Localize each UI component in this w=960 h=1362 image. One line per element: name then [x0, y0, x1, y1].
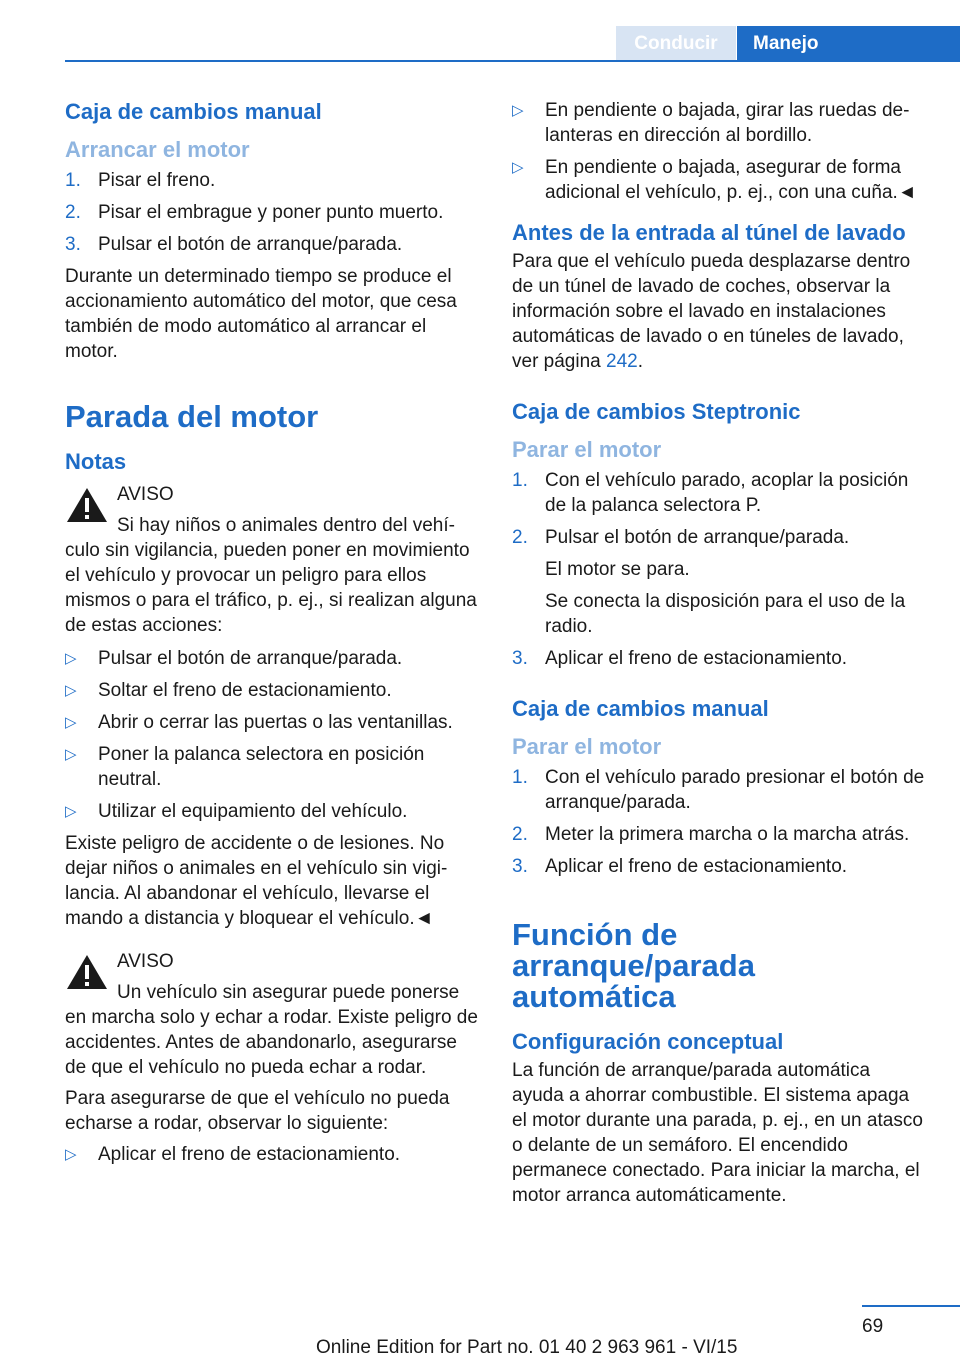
paragraph: Para asegurarse de que el vehículo no pueda echarse a rodar, observar lo siguiente:	[65, 1088, 450, 1134]
footer-rule	[862, 1305, 960, 1307]
heading-notas: Notas	[65, 449, 127, 474]
warning-text: Si hay niños o animales dentro del vehículo sin vigilancia, pueden poner en movimiento el vehículo y provocar un peligro para ellos mismos o para el tráfico, p. ej., si realizan alguna de estas acciones:	[65, 515, 477, 636]
page-link[interactable]: 242	[606, 351, 638, 372]
list-item: ▷ Abrir o cerrar las puertas o las ventanillas.	[65, 712, 453, 733]
sub-text: Se conecta la disposición para el uso de la radio.	[545, 591, 906, 637]
right-column	[512, 98, 927, 1214]
heading-parar: Parar el motor	[512, 734, 662, 759]
warning-text: Un vehículo sin asegurar puede ponerse en marcha solo y echar a rodar. Existe peligro de accidentes. Antes de abandonarlo, asegurarse de que el vehículo no pueda echar a rodar.	[65, 982, 478, 1078]
manual-steps	[512, 765, 927, 879]
warning-triangle-icon	[65, 953, 109, 991]
list-item: ▷ Soltar el freno de estacionamiento.	[65, 680, 392, 701]
list-item: 2. Pulsar el botón de arranque/parada. El motor se para. Se conecta la disposición para el uso de la radio.	[512, 525, 927, 639]
heading-steptronic: Caja de cambios Steptronic	[512, 399, 801, 424]
list-item: ▷ En pendiente o bajada, girar las ruedas delanteras en dirección al bordillo.	[512, 100, 910, 146]
list-item: ▷ Pulsar el botón de arranque/parada.	[65, 648, 403, 669]
secure-bullets	[65, 1142, 480, 1167]
warning-triangle-icon	[65, 486, 109, 524]
tab-conducir[interactable]: Conducir	[616, 26, 736, 62]
warning-block-2	[65, 949, 480, 1080]
warning-block-1	[65, 482, 480, 638]
list-item: 3. Aplicar el freno de estacionamiento.	[512, 856, 848, 877]
heading-arrancar: Arrancar el motor	[65, 137, 250, 162]
warning-bullets	[65, 646, 480, 824]
list-item: 1. Con el vehículo parado, acoplar la posición de la palanca selectora P.	[512, 470, 909, 516]
heading-manual: Caja de cambios manual	[65, 99, 322, 124]
edition-text: Online Edition for Part no. 01 40 2 963 961 - VI/15	[316, 1337, 738, 1358]
list-item: 3. Aplicar el freno de estacionamiento.	[512, 648, 848, 669]
heading-config: Configuración conceptual	[512, 1029, 784, 1054]
paragraph: La función de arranque/parada automática ayuda a ahorrar combustible. El sistema apaga el motor durante una parada, p. ej., en un atasco o delante de un semáforo. El encendido permanece conectado. Para iniciar la marcha, el motor arranca automáticamente.	[512, 1060, 923, 1206]
list-item: ▷ Utilizar el equipamiento del vehículo.	[65, 801, 408, 822]
page-number: 69	[862, 1316, 884, 1337]
list-item: 3. Pulsar el botón de arranque/parada.	[65, 234, 403, 255]
sub-text: El motor se para.	[545, 559, 690, 580]
heading-parar: Parar el motor	[512, 437, 662, 462]
list-item: 1. Pisar el freno.	[65, 170, 216, 191]
list-item: ▷ En pendiente o bajada, asegurar de forma adicional el vehículo, p. ej., con una cuña.◄	[512, 157, 917, 203]
heading-parada: Parada del motor	[65, 399, 319, 434]
list-item: 2. Pisar el embrague y poner punto muerto.	[65, 202, 444, 223]
left-column	[65, 98, 480, 1174]
steptronic-steps	[512, 468, 927, 671]
list-item: 2. Meter la primera marcha o la marcha atrás.	[512, 824, 910, 845]
heading-tunel: Antes de la entrada al túnel de lavado	[512, 220, 906, 245]
header-rule	[65, 60, 960, 62]
warning-end: Existe peligro de accidente o de lesiones. No dejar niños o animales en el vehículo sin vigilancia. Al abandonar el vehículo, llevarse el mando a distancia y bloquear el vehículo.◄	[65, 833, 448, 929]
heading-manual-2: Caja de cambios manual	[512, 696, 769, 721]
list-item: 1. Con el vehículo parado presionar el botón de arranque/parada.	[512, 767, 925, 813]
list-item: ▷ Aplicar el freno de estacionamiento.	[65, 1144, 401, 1165]
warning-title: AVISO	[117, 484, 174, 505]
warning-title: AVISO	[117, 951, 174, 972]
paragraph: Durante un determinado tiempo se produce el accionamiento automático del motor, que cesa también de modo automático al arrancar el motor.	[65, 266, 457, 362]
paragraph: Para que el vehículo pueda desplazarse dentro de un túnel de lavado de coches, observar la información sobre el lavado en instalaciones automáticas de lavado o en túneles de lavado, ver página 242.	[512, 251, 911, 372]
start-steps	[65, 168, 480, 257]
tab-manejo[interactable]: Manejo	[737, 26, 960, 62]
list-item: ▷ Poner la palanca selectora en posición neutral.	[65, 744, 425, 790]
heading-funcion: Función de arranque/parada automática	[512, 917, 755, 1014]
slope-bullets	[512, 98, 927, 205]
